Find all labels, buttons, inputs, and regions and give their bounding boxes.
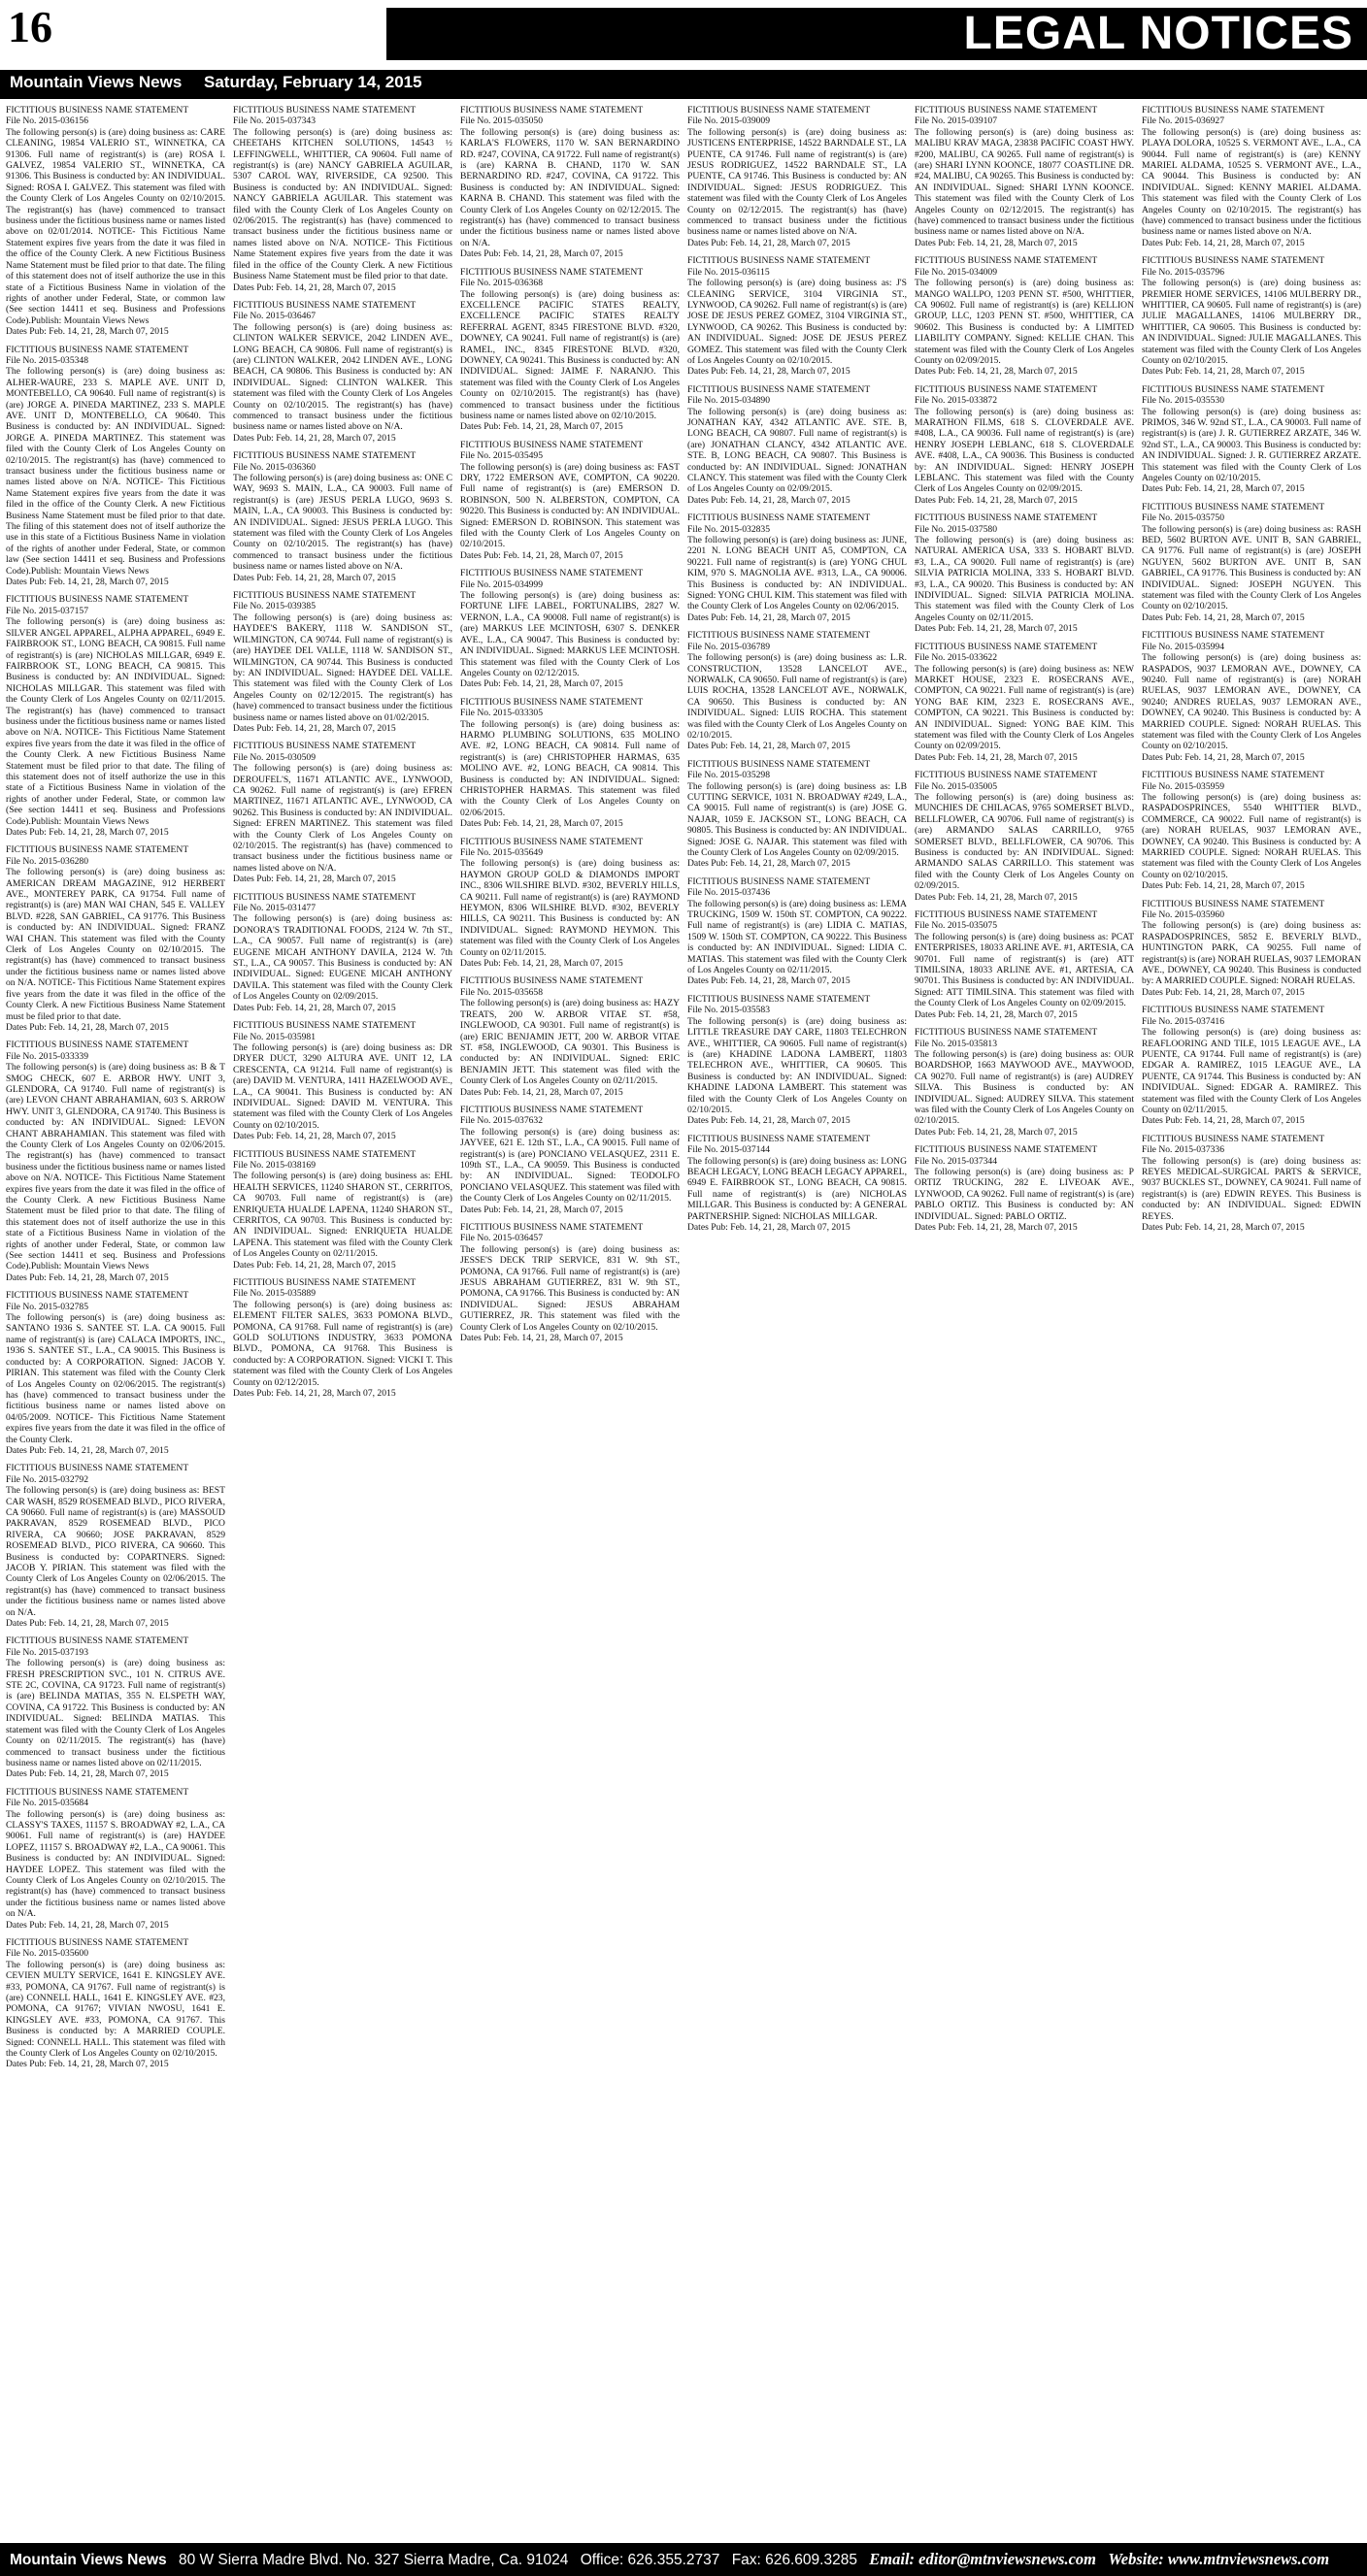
notice-body: The following person(s) is (are) doing business as: OUR BOARDSHOP, 1663 MAYWOOD AVE., MAYWOOD, CA 90270. Full name of registrant(s) is (are) AUDREY SILVA. This Business is conducted by: AN INDIVIDUAL. Signed: AUDREY SILVA. This statement was filed with the County Clerk of Los Angeles County on 02/10/2015. xyxy=(915,1048,1134,1127)
notice-file-number: File No. 2015-033339 xyxy=(6,1050,89,1062)
legal-notice xyxy=(1142,255,1361,377)
notice-heading: FICTITIOUS BUSINESS NAME STATEMENT xyxy=(1142,770,1325,781)
legal-notice xyxy=(687,630,907,751)
legal-notice xyxy=(915,642,1134,763)
legal-notice xyxy=(6,345,225,588)
notice-publish-dates: Dates Pub: Feb. 14, 21, 28, March 07, 2015 xyxy=(915,1126,1078,1138)
notice-publish-dates: Dates Pub: Feb. 14, 21, 28, March 07, 2015 xyxy=(460,678,623,690)
notice-publish-dates: Dates Pub: Feb. 14, 21, 28, March 07, 2015 xyxy=(233,874,396,885)
legal-notice xyxy=(915,255,1134,377)
legal-notice xyxy=(233,590,452,734)
notice-publish-dates: Dates Pub: Feb. 14, 21, 28, March 07, 2015 xyxy=(1142,237,1305,248)
notice-publish-dates: Dates Pub: Feb. 14, 21, 28, March 07, 2015 xyxy=(687,1222,850,1233)
notice-publish-dates: Dates Pub: Feb. 14, 21, 28, March 07, 2015 xyxy=(1142,1115,1305,1127)
notice-heading: FICTITIOUS BUSINESS NAME STATEMENT xyxy=(233,1148,417,1160)
legal-notice xyxy=(6,1787,225,1931)
legal-notice xyxy=(687,876,907,987)
notice-publish-dates: Dates Pub: Feb. 14, 21, 28, March 07, 2015 xyxy=(915,623,1078,635)
notice-file-number: File No. 2015-034009 xyxy=(915,266,998,278)
notice-file-number: File No. 2015-039107 xyxy=(915,116,998,127)
notice-file-number: File No. 2015-035960 xyxy=(1142,909,1225,921)
notice-publish-dates: Dates Pub: Feb. 14, 21, 28, March 07, 2015 xyxy=(460,1333,623,1344)
notice-publish-dates: Dates Pub: Feb. 14, 21, 28, March 07, 2015 xyxy=(687,366,850,378)
legal-notice xyxy=(233,105,452,293)
legal-notice xyxy=(1142,630,1361,763)
legal-notice xyxy=(687,384,907,506)
notice-body: The following person(s) is (are) doing business as: JESSE'S DECK TRIP SERVICE, 831 W. 9th ST., POMONA, CA 91766. Full name of registrant(s) is (are) JESUS ABRAHAM GUTIERREZ, 831 W. 9th ST., POMONA, CA 91766. This Business is conducted by: AN INDIVIDUAL. Signed: JESUS ABRAHAM GUTIERREZ, JR. This statement was filed with the County Clerk of Los Angeles County on 02/10/2015. xyxy=(460,1243,680,1333)
legal-notice xyxy=(687,759,907,870)
notice-body: The following person(s) is (are) doing business as: ALHER-WAURE, 233 S. MAPLE AVE. UNIT D, MONTEBELLO, CA 90640. Full name of registrant(s) is (are) JORGE A. PINEDA MARTINEZ, 233 S. MAPLE AVE. UNIT D, MONTEBELLO, CA 90640. This Business is conducted by: AN INDIVIDUAL. Signed: JORGE A. PINEDA MARTINEZ. This statement was filed with the County Clerk of Los Angeles County on 02/10/2015. The registrant(s) has (have) commenced to transact business under the fictitious business name or names listed above on N/A. NOTICE- This Fictitious Name Statement expires five years from the date it was filed in the office of the County Clerk. A new Fictitious Business Name Statement must be filed prior to that date. The filing of this statement does not of itself authorize the use in this state of a Fictitious Business Name in violation of the rights of another under Federal, State, or common law (See section 14411 et seq. Business and Professions Code).Publish: Mountain Views News xyxy=(6,366,225,577)
legal-notice xyxy=(6,1040,225,1283)
notice-column-4 xyxy=(687,105,907,2537)
notice-columns xyxy=(6,105,1361,2537)
notice-publish-dates: Dates Pub: Feb. 14, 21, 28, March 07, 2015 xyxy=(687,741,850,752)
notice-file-number: File No. 2015-037416 xyxy=(1142,1015,1225,1027)
notice-file-number: File No. 2015-035796 xyxy=(1142,266,1225,278)
legal-notice xyxy=(460,697,680,830)
notice-file-number: File No. 2015-036156 xyxy=(6,116,89,127)
notice-file-number: File No. 2015-033872 xyxy=(915,395,998,407)
notice-heading: FICTITIOUS BUSINESS NAME STATEMENT xyxy=(460,1104,644,1115)
legal-notice xyxy=(460,1222,680,1343)
notice-body: The following person(s) is (are) doing business as: JONATHAN KAY, 4342 ATLANTIC AVE. STE. B, LONG BEACH, CA 90807. Full name of registrant(s) is (are) JONATHAN CLANCY, 4342 ATLANTIC AVE. STE. B, LONG BEACH, CA 90807. This Business is conducted by: AN INDIVIDUAL. Signed: JONATHAN CLANCY. This statement was filed with the County Clerk of Los Angeles County on 02/09/2015. xyxy=(687,406,907,495)
notice-file-number: File No. 2015-035658 xyxy=(460,986,544,998)
notice-column-5 xyxy=(915,105,1134,2537)
notice-file-number: File No. 2015-036927 xyxy=(1142,116,1225,127)
notice-file-number: File No. 2015-031477 xyxy=(233,903,317,914)
legal-notice xyxy=(460,1105,680,1215)
notice-publish-dates: Dates Pub: Feb. 14, 21, 28, March 07, 2015 xyxy=(6,326,169,338)
notice-body: The following person(s) is (are) doing business as: DR DRYER DUCT, 3290 ALTURA AVE. UNIT 12, LA CRESCENTA, CA 91214. Full name of registrant(s) is (are) DAVID M. VENTURA, 1411 HAZELWOOD AVE., L.A., CA 90041. This Business is conducted by: AN INDIVIDUAL. Signed: DAVID M. VENTURA. This statement was filed with the County Clerk of Los Angeles County on 02/10/2015. xyxy=(233,1041,452,1131)
notice-body: The following person(s) is (are) doing business as: FAST DRY, 1722 EMERSON AVE, COMPTON, CA 90220. Full name of registrant(s) is (are) EMERSON D. ROBINSON, 500 N. ALBERSTON, COMPTON, CA 90220. This Business is conducted by: AN INDIVIDUAL. Signed: EMERSON D. ROBINSON. This statement was filed with the County Clerk of Los Angeles County on 02/10/2015. xyxy=(460,461,680,550)
legal-notice xyxy=(460,440,680,561)
notice-heading: FICTITIOUS BUSINESS NAME STATEMENT xyxy=(915,105,1098,116)
notice-body: The following person(s) is (are) doing business as: MARATHON FILMS, 618 S. CLOVERDALE AVE. #408, L.A., CA 90036. Full name of registrant(s) is (are) HENRY JOSEPH LEBLANC, 618 S. CLOVERDALE AVE. #408, L.A., CA 90036. This Business is conducted by: AN INDIVIDUAL. Signed: HENRY JOSEPH LEBLANC. This statement was filed with the County Clerk of Los Angeles County on 02/09/2015. xyxy=(915,406,1134,495)
notice-file-number: File No. 2015-035813 xyxy=(915,1038,998,1049)
notice-publish-dates: Dates Pub: Feb. 14, 21, 28, March 07, 2015 xyxy=(460,549,623,561)
notice-body: The following person(s) is (are) doing business as: PCAT ENTERPRISES, 18033 ARLINE AVE. #1, ARTESIA, CA 90701. Full name of registrant(s) is (are) ATT TIMILSINA, 18033 ARLINE AVE. #1, ARTESIA, CA 90701. This Business is conducted by: AN INDIVIDUAL. Signed: ATT TIMILSINA. This statement was filed with the County Clerk of Los Angeles County on 02/09/2015. xyxy=(915,931,1134,1009)
notice-publish-dates: Dates Pub: Feb. 14, 21, 28, March 07, 2015 xyxy=(687,611,850,623)
legal-notice xyxy=(233,1277,452,1399)
notice-body: The following person(s) is (are) doing business as: CEVIEN MULTY SERVICE, 1641 E. KINGSLEY AVE. #33, POMONA, CA 91767. Full name of registrant(s) is (are) CONNELL HALL, 1641 E. KINGSLEY AVE. #23, POMONA, CA 91767; VIVIAN NWOSU, 1641 E. KINGSLEY AVE. #33, POMONA, CA 91767. This Business is conducted by: A MARRIED COUPLE. Signed: CONNELL HALL. This statement was filed with the County Clerk of Los Angeles County on 02/10/2015. xyxy=(6,1959,225,2060)
section-title: LEGAL NOTICES xyxy=(963,8,1353,59)
notice-publish-dates: Dates Pub: Feb. 14, 21, 28, March 07, 2015 xyxy=(1142,611,1305,623)
notice-publish-dates: Dates Pub: Feb. 14, 21, 28, March 07, 2015 xyxy=(6,827,169,838)
legal-notice xyxy=(915,512,1134,634)
notice-publish-dates: Dates Pub: Feb. 14, 21, 28, March 07, 2015 xyxy=(915,751,1078,763)
notice-body: The following person(s) is (are) doing business as: SILVER ANGEL APPAREL, ALPHA APPAREL, 6949 E. FAIRBROOK ST., LONG BEACH, CA 90815. Full name of registrant(s) is (are) NICHOLAS MILLGAR, 6949 E. FAIRBROOK ST., LONG BEACH, CA 90815. This Business is conducted by: AN INDIVIDUAL. Signed: NICHOLAS MILLGAR. This statement was filed with the County Clerk of Los Angeles County on 02/11/2015. The registrant(s) has (have) commenced to transact business under the fictitious business name or names listed above on N/A. NOTICE- This Fictitious Name Statement expires five years from the date it was filed in the office of the County Clerk. A new Fictitious Business Name Statement must be filed prior to that date. The filing of this statement does not of itself authorize the use in this state of a Fictitious Business Name in violation of the rights of another under Federal, State, or common law (See section 14411 et seq. Business and Professions Code).Publish: Mountain Views News xyxy=(6,616,225,827)
notice-publish-dates: Dates Pub: Feb. 14, 21, 28, March 07, 2015 xyxy=(6,1444,169,1456)
notice-body: The following person(s) is (are) doing business as: JUNE, 2201 N. LONG BEACH UNIT A5, COMPTON, CA 90221. Full name of registrant(s) is (are) YONG CHUL KIM, 970 S. MAGNOLIA AVE. #313, L.A., CA 90006. This Business is conducted by: AN INDIVIDUAL. Signed: YONG CHUL KIM. This statement was filed with the County Clerk of Los Angeles County on 02/06/2015. xyxy=(687,535,907,612)
notice-heading: FICTITIOUS BUSINESS NAME STATEMENT xyxy=(460,696,644,708)
notice-file-number: File No. 2015-033305 xyxy=(460,708,544,719)
notice-heading: FICTITIOUS BUSINESS NAME STATEMENT xyxy=(6,1290,189,1302)
notice-file-number: File No. 2015-035649 xyxy=(460,847,544,858)
notice-column-6 xyxy=(1142,105,1361,2537)
notice-file-number: File No. 2015-035005 xyxy=(915,780,998,792)
issue-date: Saturday, February 14, 2015 xyxy=(204,73,422,91)
notice-publish-dates: Dates Pub: Feb. 14, 21, 28, March 07, 2015 xyxy=(1142,366,1305,378)
notice-heading: FICTITIOUS BUSINESS NAME STATEMENT xyxy=(6,344,189,355)
notice-file-number: File No. 2015-037157 xyxy=(6,605,89,616)
notice-publish-dates: Dates Pub: Feb. 14, 21, 28, March 07, 2015 xyxy=(915,494,1078,506)
notice-column-1 xyxy=(6,105,225,2537)
notice-publish-dates: Dates Pub: Feb. 14, 21, 28, March 07, 2015 xyxy=(460,421,623,433)
notice-heading: FICTITIOUS BUSINESS NAME STATEMENT xyxy=(6,1937,189,1948)
notice-publish-dates: Dates Pub: Feb. 14, 21, 28, March 07, 2015 xyxy=(1142,986,1305,998)
notice-body: The following person(s) is (are) doing business as: PREMIER HOME SERVICES, 14106 MULBERRY DR., WHITTIER, CA 90605. Full name of registrant(s) is (are) JULIE MAGALLANES, 14106 MULBERRY DR., WHITTIER, CA 90605. This Business is conducted by: AN INDIVIDUAL. Signed: JULIE MAGALLANES. This statement was filed with the County Clerk of Los Angeles County on 02/10/2015. xyxy=(1142,278,1361,366)
legal-notice xyxy=(915,1027,1134,1138)
notice-file-number: File No. 2015-039385 xyxy=(233,601,317,612)
legal-notice xyxy=(233,300,452,444)
notice-publish-dates: Dates Pub: Feb. 14, 21, 28, March 07, 2015 xyxy=(6,1271,169,1283)
notice-body: The following person(s) is (are) doing business as: HAZY TREATS, 200 W. ARBOR VITAE ST. #58, INGLEWOOD, CA 90301. Full name of registrant(s) is (are) ERIC BENJAMIN JETT, 200 W. ARBOR VITAE ST. #58, INGLEWOOD, CA 90301. This Business is conducted by: AN INDIVIDUAL. Signed: ERIC BENJAMIN JETT. This statement was filed with the County Clerk of Los Angeles County on 02/11/2015. xyxy=(460,998,680,1087)
notice-body: The following person(s) is (are) doing business as: KARLA'S FLOWERS, 1170 W. SAN BERNARDINO RD. #247, COVINA, CA 91722. Full name of registrant(s) is (are) KARNA B. CHAND, 1170 W. SAN BERNARDINO RD. #247, COVINA, CA 91722. This Business is conducted by: AN INDIVIDUAL. Signed: KARNA B. CHAND. This statement was filed with the County Clerk of Los Angeles County on 02/12/2015. The registrant(s) has (have) commenced to transact business under the fictitious business name or names listed above on N/A. xyxy=(460,126,680,248)
legal-notice xyxy=(6,105,225,338)
notice-file-number: File No. 2015-035959 xyxy=(1142,780,1225,792)
legal-notice xyxy=(1142,502,1361,623)
legal-notice xyxy=(233,892,452,1013)
notice-heading: FICTITIOUS BUSINESS NAME STATEMENT xyxy=(915,255,1098,267)
notice-publish-dates: Dates Pub: Feb. 14, 21, 28, March 07, 2015 xyxy=(687,858,850,870)
notice-heading: FICTITIOUS BUSINESS NAME STATEMENT xyxy=(1142,255,1325,267)
notice-file-number: File No. 2015-035495 xyxy=(460,450,544,462)
notice-file-number: File No. 2015-036115 xyxy=(687,266,770,278)
notice-file-number: File No. 2015-037580 xyxy=(915,523,998,535)
notice-heading: FICTITIOUS BUSINESS NAME STATEMENT xyxy=(915,770,1098,781)
notice-file-number: File No. 2015-032785 xyxy=(6,1301,89,1312)
notice-heading: FICTITIOUS BUSINESS NAME STATEMENT xyxy=(460,439,644,450)
notice-heading: FICTITIOUS BUSINESS NAME STATEMENT xyxy=(687,630,871,642)
legal-notice xyxy=(1142,770,1361,891)
notice-body: The following person(s) is (are) doing business as: FRESH PRESCRIPTION SVC., 101 N. CITRUS AVE. STE 2C, COVINA, CA 91723. Full name of registrant(s) is (are) BELINDA MATIAS, 355 N. ELSPETH WAY, COVINA, CA 91722. This Business is conducted by: AN INDIVIDUAL. Signed: BELINDA MATIAS. This statement was filed with the County Clerk of Los Angeles County on 02/11/2015. The registrant(s) has (have) commenced to transact business under the fictitious business name or names listed above on 02/11/2015. xyxy=(6,1658,225,1768)
notice-publish-dates: Dates Pub: Feb. 14, 21, 28, March 07, 2015 xyxy=(1142,880,1305,892)
notice-body: The following person(s) is (are) doing business as: LB CUTTING SERVICE, 1031 N. BROADWAY #249, L.A., CA 90015. Full name of registrant(s) is (are) JOSE G. NAJAR, 1059 E. JACKSON ST., LONG BEACH, CA 90805. This Business is conducted by: AN INDIVIDUAL. Signed: JOSE G. NAJAR. This statement was filed with the County Clerk of Los Angeles County on 02/09/2015. xyxy=(687,780,907,858)
notice-heading: FICTITIOUS BUSINESS NAME STATEMENT xyxy=(687,105,871,116)
legal-notice xyxy=(915,909,1134,1020)
notice-publish-dates: Dates Pub: Feb. 14, 21, 28, March 07, 2015 xyxy=(915,237,1078,248)
notice-body: The following person(s) is (are) doing business as: LEMA TRUCKING, 1509 W. 150th ST. COMPTON, CA 90222. Full name of registrant(s) is (are) LIDIA C. MATIAS, 1509 W. 150th ST. COMPTON, CA 90222. This Business is conducted by: AN INDIVIDUAL. Signed: LIDIA C. MATIAS. This statement was filed with the County Clerk of Los Angeles County on 02/11/2015. xyxy=(687,898,907,976)
notice-publish-dates: Dates Pub: Feb. 14, 21, 28, March 07, 2015 xyxy=(460,958,623,970)
notice-file-number: File No. 2015-039009 xyxy=(687,116,771,127)
notice-file-number: File No. 2015-036467 xyxy=(233,311,317,322)
section-title-band xyxy=(386,8,1367,60)
notice-file-number: File No. 2015-036789 xyxy=(687,641,771,652)
footer-address: 80 W Sierra Madre Blvd. No. 327 Sierra Madre, Ca. 91024 xyxy=(178,2552,569,2568)
notice-file-number: File No. 2015-035600 xyxy=(6,1948,89,1960)
notice-body: The following person(s) is (are) doing business as: SANTANO 1936 S. SANTEE ST. L.A. CA 90015. Full name of registrant(s) is (are) CALACA IMPORTS, INC., 1936 S. SANTEE ST., L.A., CA 90015. This Business is conducted by: A CORPORATION. Signed: JACOB Y. PIRIAN. This statement was filed with the County Clerk of Los Angeles County on 02/06/2015. The registrant(s) has (have) commenced to transact business under the fictitious business name or names listed above on 04/05/2009. NOTICE- This Fictitious Name Statement expires five years from the date it was filed in the office of the County Clerk. xyxy=(6,1312,225,1445)
notice-file-number: File No. 2015-035750 xyxy=(1142,512,1225,524)
notice-body: The following person(s) is (are) doing business as: NATURAL AMERICA USA, 333 S. HOBART BLVD. #3, L.A., CA 90020. Full name of registrant(s) is (are) SILVIA PATRICIA MOLINA, 333 S. HOBART BLVD. #3, L.A., CA 90020. This Business is conducted by: AN INDIVIDUAL. Signed: SILVIA PATRICIA MOLINA. This statement was filed with the County Clerk of Los Angeles County on 02/11/2015. xyxy=(915,535,1134,623)
notice-heading: FICTITIOUS BUSINESS NAME STATEMENT xyxy=(6,1040,189,1051)
notice-body: The following person(s) is (are) doing business as: RASPADOSPRINCES, 5540 WHITTIER BLVD., COMMERCE, CA 90022. Full name of registrant(s) is (are) NORAH RUELAS, 9037 LEMORAN AVE., DOWNEY, CA 90240. This Business is conducted by: A MARRIED COUPLE. Signed: NORAH RUELAS. This statement was filed with the County Clerk of Los Angeles County on 02/10/2015. xyxy=(1142,791,1361,880)
notice-body: The following person(s) is (are) doing business as: FORTUNE LIFE LABEL, FORTUNALIBS, 2827 W. VERNON, L.A., CA 90008. Full name of registrant(s) is (are) MARKUS LEE MCINTOSH, 6307 S. DENKER AVE., L.A., CA 90047. This Business is conducted by: AN INDIVIDUAL. Signed: MARKUS LEE MCINTOSH. This statement was filed with the County Clerk of Los Angeles County on 02/12/2015. xyxy=(460,590,680,678)
issue-bar xyxy=(0,70,1367,99)
notice-body: The following person(s) is (are) doing business as: LITTLE TREASURE DAY CARE, 11803 TELECHRON AVE., WHITTIER, CA 90605. Full name of registrant(s) is (are) KHADINE LADONA LAMBERT, 11803 TELECHRON AVE., WHITTIER, CA 90605. This Business is conducted by: AN INDIVIDUAL. Signed: KHADINE LADONA LAMBERT. This statement was filed with the County Clerk of Los Angeles County on 02/10/2015. xyxy=(687,1015,907,1115)
notice-heading: FICTITIOUS BUSINESS NAME STATEMENT xyxy=(6,844,189,856)
notice-heading: FICTITIOUS BUSINESS NAME STATEMENT xyxy=(1142,105,1325,116)
notice-heading: FICTITIOUS BUSINESS NAME STATEMENT xyxy=(687,383,871,395)
notice-heading: FICTITIOUS BUSINESS NAME STATEMENT xyxy=(915,909,1098,921)
notice-body: The following person(s) is (are) doing business as: HAYDEE'S BAKERY, 1118 W. SANDISON ST., WILMINGTON, CA 90744. Full name of registrant(s) is (are) HAYDEE DEL VALLE, 1118 W. SANDISON ST., WILMINGTON, CA 90744. This Business is conducted by: AN INDIVIDUAL. Signed: HAYDEE DEL VALLE. This statement was filed with the County Clerk of Los Angeles County on 02/12/2015. The registrant(s) has (have) commenced to transact business under the fictitious business name or names listed above on 01/02/2015. xyxy=(233,611,452,723)
legal-notice xyxy=(687,512,907,623)
legal-notice xyxy=(1142,105,1361,248)
notice-column-2 xyxy=(233,105,452,2537)
notice-body: The following person(s) is (are) doing business as: EXCELLENCE PACIFIC STATES REALTY, EXCELLENCE PACIFIC STATES REALTY REFERRAL AGENT, 8345 FIRESTONE BLVD. #320, DOWNEY, CA 90241. Full name of registrant(s) is (are) RAMEL, INC., 8345 FIRESTONE BLVD. #320, DOWNEY, CA 90241. This Business is conducted by: AN INDIVIDUAL. Signed: JAIME F. NARANJO. This statement was filed with the County Clerk of Los Angeles County on 02/10/2015. The registrant(s) has (have) commenced to transact business under the fictitious business name or names listed above on 02/10/2015. xyxy=(460,288,680,421)
notice-file-number: File No. 2015-037336 xyxy=(1142,1144,1225,1156)
notice-body: The following person(s) is (are) doing business as: CHEETAHS KITCHEN SOLUTIONS, 14543 ½ LEFFINGWELL, WHITTIER, CA 90604. Full name of registrant(s) is (are) NANCY GABRIELA AGUILAR, 5307 CAROL WAY, RIVERSIDE, CA 92500. This Business is conducted by: AN INDIVIDUAL. Signed: NANCY GABRIELA AGUILAR. This statement was filed with the County Clerk of Los Angeles County on 02/06/2015. The registrant(s) has (have) commenced to transact business under the fictitious business name or names listed above on N/A. NOTICE- This Fictitious Name Statement expires five years from the date it was filed in the office of the County Clerk. A new Fictitious Business Name Statement must be filed prior to that date. xyxy=(233,126,452,282)
notice-body: The following person(s) is (are) doing business as: EHL HEALTH SERVICES, 11240 SHARON ST., CERRITOS, CA 90703. Full name of registrant(s) is (are) ENRIQUETA HUALDE LAPENA, 11240 SHARON ST., CERRITOS, CA 90703. This Business is conducted by: AN INDIVIDUAL. Signed: ENRIQUETA HUALDE LAPENA. This statement was filed with the County Clerk of Los Angeles County on 02/11/2015. xyxy=(233,1171,452,1260)
notice-heading: FICTITIOUS BUSINESS NAME STATEMENT xyxy=(460,266,644,278)
notice-body: The following person(s) is (are) doing business as: P ORTIZ TRUCKING, 282 E. LIVEOAK AVE., LYNWOOD, CA 90262. Full name of registrant(s) is (are) PABLO ORTIZ. This Business is conducted by: AN INDIVIDUAL. Signed: PABLO ORTIZ. xyxy=(915,1166,1134,1222)
notice-body: The following person(s) is (are) doing business as: BEST CAR WASH, 8529 ROSEMEAD BLVD., PICO RIVERA, CA 90660. Full name of registrant(s) is (are) MASSOUD PAKRAVAN, 8529 ROSEMEAD BLVD., PICO RIVERA, CA 90660; JOSE PAKRAVAN, 8529 ROSEMEAD BLVD., PICO RIVERA, CA 90660. This Business is conducted by: COPARTNERS. Signed: JACOB Y. PIRIAN. This statement was filed with the County Clerk of Los Angeles County on 02/06/2015. The registrant(s) has (have) commenced to transact business under the fictitious business name or names listed above on N/A. xyxy=(6,1485,225,1618)
notice-heading: FICTITIOUS BUSINESS NAME STATEMENT xyxy=(460,836,644,847)
notice-heading: FICTITIOUS BUSINESS NAME STATEMENT xyxy=(687,758,871,770)
notice-file-number: File No. 2015-033622 xyxy=(915,652,998,664)
notice-publish-dates: Dates Pub: Feb. 14, 21, 28, March 07, 2015 xyxy=(233,1388,396,1400)
notice-column-3 xyxy=(460,105,680,2537)
notice-file-number: File No. 2015-034999 xyxy=(460,578,544,590)
notice-heading: FICTITIOUS BUSINESS NAME STATEMENT xyxy=(233,299,417,311)
notice-file-number: File No. 2015-036280 xyxy=(6,855,89,867)
notice-heading: FICTITIOUS BUSINESS NAME STATEMENT xyxy=(687,255,871,267)
legal-notice xyxy=(233,1149,452,1271)
legal-notice xyxy=(915,105,1134,248)
notice-body: The following person(s) is (are) doing business as: REYES MEDICAL-SURGICAL PARTS & SERVICE, 9037 BUCKLES ST., DOWNEY, CA 90241. Full name of registrant(s) is (are) EDWIN REYES. This Business is conducted by: AN INDIVIDUAL. Signed: EDWIN REYES. xyxy=(1142,1155,1361,1222)
notice-heading: FICTITIOUS BUSINESS NAME STATEMENT xyxy=(915,512,1098,524)
notice-heading: FICTITIOUS BUSINESS NAME STATEMENT xyxy=(460,1222,644,1233)
footer-fax: Fax: 626.609.3285 xyxy=(731,2552,857,2568)
notice-publish-dates: Dates Pub: Feb. 14, 21, 28, March 07, 2015 xyxy=(233,572,396,583)
notice-publish-dates: Dates Pub: Feb. 14, 21, 28, March 07, 2015 xyxy=(6,1919,169,1931)
legal-notice xyxy=(915,384,1134,506)
legal-notice xyxy=(460,837,680,970)
legal-notice xyxy=(1142,1134,1361,1234)
notice-body: The following person(s) is (are) doing business as: MALIBU KRAV MAGA, 23838 PACIFIC COAST HWY. #200, MALIBU, CA 90265. Full name of registrant(s) is (are) SHARI LYNN KOONCE, 18077 COASTLINE DR. #24, MALIBU, CA 90265. This Business is conducted by: AN INDIVIDUAL. Signed: SHARI LYNN KOONCE. This statement was filed with the County Clerk of Los Angeles County on 02/12/2015. The registrant(s) has (have) commenced to transact business under the fictitious business name or names listed above on N/A. xyxy=(915,126,1134,238)
notice-publish-dates: Dates Pub: Feb. 14, 21, 28, March 07, 2015 xyxy=(915,1008,1078,1020)
legal-notice xyxy=(687,994,907,1127)
legal-notice xyxy=(687,1134,907,1234)
notice-publish-dates: Dates Pub: Feb. 14, 21, 28, March 07, 2015 xyxy=(6,2059,169,2070)
notice-body: The following person(s) is (are) doing business as: ELEMENT FILTER SALES, 3633 POMONA BLVD., POMONA, CA 91768. Full name of registrant(s) is (are) GOLD SOLUTIONS INDUSTRY, 3633 POMONA BLVD., POMONA, CA 91768. This Business is conducted by: A CORPORATION. Signed: VICKI T. This statement was filed with the County Clerk of Los Angeles County on 02/12/2015. xyxy=(233,1299,452,1388)
notice-body: The following person(s) is (are) doing business as: NEW MARKET HOUSE, 2323 E. ROSECRANS AVE., COMPTON, CA 90221. Full name of registrant(s) is (are) YONG BAE KIM, 2323 E. ROSECRANS AVE., COMPTON, CA 90221. This Business is conducted by: AN INDIVIDUAL. Signed: YONG BAE KIM. This statement was filed with the County Clerk of Los Angeles County on 02/09/2015. xyxy=(915,663,1134,752)
notice-heading: FICTITIOUS BUSINESS NAME STATEMENT xyxy=(233,590,417,602)
notice-body: The following person(s) is (are) doing business as: LONG BEACH LEGACY, LONG BEACH LEGACY APPAREL, 6949 E. FAIRBROOK ST., LONG BEACH, CA 90815. Full name of registrant(s) is (are) NICHOLAS MILLGAR. This Business is conducted by: A GENERAL PARTNERSHIP. Signed: NICHOLAS MILLGAR. xyxy=(687,1155,907,1222)
notice-file-number: File No. 2015-035994 xyxy=(1142,641,1225,652)
notice-heading: FICTITIOUS BUSINESS NAME STATEMENT xyxy=(915,383,1098,395)
notice-body: The following person(s) is (are) doing business as: CLINTON WALKER SERVICE, 2042 LINDEN AVE., LONG BEACH, CA 90806. Full name of registrant(s) is (are) CLINTON WALKER, 2042 LINDEN AVE., LONG BEACH, CA 90806. This Business is conducted by: AN INDIVIDUAL. Signed: CLINTON WALKER. This statement was filed with the County Clerk of Los Angeles County on 02/10/2015. The registrant(s) has (have) commenced to transact business under the fictitious business name or names listed above on N/A. xyxy=(233,321,452,433)
notice-file-number: File No. 2015-035981 xyxy=(233,1031,317,1042)
notice-publish-dates: Dates Pub: Feb. 14, 21, 28, March 07, 2015 xyxy=(687,494,850,506)
notice-publish-dates: Dates Pub: Feb. 14, 21, 28, March 07, 2015 xyxy=(233,722,396,734)
notice-file-number: File No. 2015-037343 xyxy=(233,116,317,127)
notice-file-number: File No. 2015-035583 xyxy=(687,1005,771,1016)
notice-body: The following person(s) is (are) doing business as: MUNCHIES DE CHILACAS, 9765 SOMERSET BLVD., BELLFLOWER, CA 90706. Full name of registrant(s) is (are) ARMANDO SALAS CARRILLO, 9765 SOMERSET BLVD., BELLFLOWER, CA 90706. This Business is conducted by: AN INDIVIDUAL. Signed: ARMANDO SALAS CARRILLO. This statement was filed with the County Clerk of Los Angeles County on 02/09/2015. xyxy=(915,791,1134,892)
notice-heading: FICTITIOUS BUSINESS NAME STATEMENT xyxy=(6,105,189,116)
notice-file-number: File No. 2015-035348 xyxy=(6,354,89,366)
notice-heading: FICTITIOUS BUSINESS NAME STATEMENT xyxy=(1142,1133,1325,1144)
legal-notice xyxy=(233,450,452,583)
notice-file-number: File No. 2015-032792 xyxy=(6,1473,89,1485)
legal-notice xyxy=(687,255,907,377)
notice-heading: FICTITIOUS BUSINESS NAME STATEMENT xyxy=(233,1020,417,1032)
notice-publish-dates: Dates Pub: Feb. 14, 21, 28, March 07, 2015 xyxy=(915,1222,1078,1233)
notice-body: The following person(s) is (are) doing business as: AMERICAN DREAM MAGAZINE, 912 HERBERT AVE., MONTEREY PARK, CA 91754. Full name of registrant(s) is (are) MAN WAI CHAN, 545 E. VALLEY BLVD. #228, SAN GABRIEL, CA 91776. This Business is conducted by: AN INDIVIDUAL. Signed: FRANZ WAI CHAN. This statement was filed with the County Clerk of Los Angeles County on 02/10/2015. The registrant(s) has (have) commenced to transact business under the fictitious business name or names listed above on N/A. NOTICE- This Fictitious Name Statement expires five years from the date it was filed in the office of the County Clerk. A new Fictitious Business Name Statement must be filed prior to that date. xyxy=(6,867,225,1022)
notice-heading: FICTITIOUS BUSINESS NAME STATEMENT xyxy=(687,875,871,887)
notice-heading: FICTITIOUS BUSINESS NAME STATEMENT xyxy=(1142,898,1325,909)
notice-body: The following person(s) is (are) doing business as: B & T SMOG CHECK, 607 E. ARBOR HWY. UNIT 3, GLENDORA, CA 91740. Full name of registrant(s) is (are) LEVON CHANT ABRAHAMIAN, 603 S. ARROW HWY. UNIT 3, GLENDORA, CA 91740. This Business is conducted by: AN INDIVIDUAL. Signed: LEVON CHANT ABRAHAMIAN. This statement was filed with the County Clerk of Los Angeles County on 02/06/2015. The registrant(s) has (have) commenced to transact business under the fictitious business name or names listed above on N/A. NOTICE- This Fictitious Name Statement expires five years from the date it was filed in the office of the County Clerk. A new Fictitious Business Name Statement must be filed prior to that date. The filing of this statement does not of itself authorize the use in this state of a Fictitious Business Name in violation of the rights of another under Federal, State, or common law (See section 14411 et seq. Business and Professions Code).Publish: Mountain Views News xyxy=(6,1062,225,1272)
notice-file-number: File No. 2015-035050 xyxy=(460,116,544,127)
page-number: 16 xyxy=(8,2,52,51)
notice-body: The following person(s) is (are) doing business as: HAYMON GROUP GOLD & DIAMONDS IMPORT INC., 8306 WILSHIRE BLVD. #302, BEVERLY HILLS, CA 90211. Full name of registrant(s) is (are) RAYMOND HEYMON, 8306 WILSHIRE BLVD. #302, BEVERLY HILLS, CA 90211. This Business is conducted by: AN INDIVIDUAL. Signed: RAYMOND HEYMON. This statement was filed with the County Clerk of Los Angeles County on 02/11/2015. xyxy=(460,858,680,958)
notice-file-number: File No. 2015-034890 xyxy=(687,395,771,407)
notice-publish-dates: Dates Pub: Feb. 14, 21, 28, March 07, 2015 xyxy=(1142,1222,1305,1233)
notice-body: The following person(s) is (are) doing business as: CLASSY'S TAXES, 11157 S. BROADWAY #2, L.A., CA 90061. Full name of registrant(s) is (are) HAYDEE LOPEZ, 11157 S. BROADWAY #2, L.A., CA 90061. This Business is conducted by: AN INDIVIDUAL. Signed: HAYDEE LOPEZ. This statement was filed with the County Clerk of Los Angeles County on 02/10/2015. The registrant(s) has (have) commenced to transact business under the fictitious business name or names listed above on N/A. xyxy=(6,1808,225,1920)
paper-name: Mountain Views News xyxy=(10,73,183,91)
notice-publish-dates: Dates Pub: Feb. 14, 21, 28, March 07, 2015 xyxy=(1142,483,1305,495)
notice-publish-dates: Dates Pub: Feb. 14, 21, 28, March 07, 2015 xyxy=(687,237,850,248)
notice-publish-dates: Dates Pub: Feb. 14, 21, 28, March 07, 2015 xyxy=(233,281,396,293)
notice-publish-dates: Dates Pub: Feb. 14, 21, 28, March 07, 2015 xyxy=(6,577,169,588)
notice-heading: FICTITIOUS BUSINESS NAME STATEMENT xyxy=(460,105,644,116)
notice-publish-dates: Dates Pub: Feb. 14, 21, 28, March 07, 2015 xyxy=(233,1131,396,1142)
notice-heading: FICTITIOUS BUSINESS NAME STATEMENT xyxy=(1142,501,1325,512)
notice-publish-dates: Dates Pub: Feb. 14, 21, 28, March 07, 2015 xyxy=(233,432,396,444)
notice-file-number: File No. 2015-036360 xyxy=(233,461,317,473)
notice-heading: FICTITIOUS BUSINESS NAME STATEMENT xyxy=(1142,630,1325,642)
notice-publish-dates: Dates Pub: Feb. 14, 21, 28, March 07, 2015 xyxy=(460,818,623,830)
notice-file-number: File No. 2015-035075 xyxy=(915,920,998,932)
notice-file-number: File No. 2015-030509 xyxy=(233,751,317,763)
legal-notice xyxy=(460,267,680,433)
footer-office: Office: 626.355.2737 xyxy=(580,2552,720,2568)
notice-publish-dates: Dates Pub: Feb. 14, 21, 28, March 07, 2015 xyxy=(6,1618,169,1630)
notice-publish-dates: Dates Pub: Feb. 14, 21, 28, March 07, 2015 xyxy=(915,366,1078,378)
notice-body: The following person(s) is (are) doing business as: JAYVEE, 621 E. 12th ST., L.A., CA 90015. Full name of registrant(s) is (are) PONCIANO VELASQUEZ, 2311 E. 109th ST., L.A., CA 90059. This Business is conducted by: AN INDIVIDUAL. Signed: TEODOLFO PONCIANO VELASQUEZ. This statement was filed with the County Clerk of Los Angeles County on 02/11/2015. xyxy=(460,1126,680,1205)
legal-notice xyxy=(233,1020,452,1141)
notice-body: The following person(s) is (are) doing business as: HARMO PLUMBING SOLUTIONS, 635 MOLINO AVE. #2, LONG BEACH, CA 90814. Full name of registrant(s) is (are) CHRISTOPHER HARMAS, 635 MOLINO AVE. #2, LONG BEACH, CA 90814. This Business is conducted by: AN INDIVIDUAL. Signed: CHRISTOPHER HARMAS. This statement was filed with the County Clerk of Los Angeles County on 02/06/2015. xyxy=(460,718,680,818)
notice-body: The following person(s) is (are) doing business as: L.R. CONSTRUCTION, 13528 LANCELOT AVE., NORWALK, CA 90650. Full name of registrant(s) is (are) LUIS ROCHA, 13528 LANCELOT AVE., NORWALK, CA 90650. This Business is conducted by: AN INDIVIDUAL. Signed: LUIS ROCHA. This statement was filed with the County Clerk of Los Angeles County on 02/10/2015. xyxy=(687,652,907,741)
notice-publish-dates: Dates Pub: Feb. 14, 21, 28, March 07, 2015 xyxy=(233,1002,396,1013)
notice-body: The following person(s) is (are) doing business as: PLAYA DOLORA, 10525 S. VERMONT AVE., L.A., CA 90044. Full name of registrant(s) is (are) KENNY MARIEL ALDAMA, 10525 S. VERMONT AVE., L.A., CA 90044. This Business is conducted by: AN INDIVIDUAL. Signed: KENNY MARIEL ALDAMA. This statement was filed with the County Clerk of Los Angeles County on 02/10/2015. The registrant(s) has (have) commenced to transact business under the fictitious business name or names listed above on N/A. xyxy=(1142,126,1361,238)
notice-heading: FICTITIOUS BUSINESS NAME STATEMENT xyxy=(6,1463,189,1474)
notice-heading: FICTITIOUS BUSINESS NAME STATEMENT xyxy=(687,512,871,524)
legal-notice xyxy=(6,1937,225,2070)
notice-publish-dates: Dates Pub: Feb. 14, 21, 28, March 07, 2015 xyxy=(460,1204,623,1215)
legal-notice xyxy=(915,770,1134,903)
notice-file-number: File No. 2015-038169 xyxy=(233,1159,317,1171)
notice-heading: FICTITIOUS BUSINESS NAME STATEMENT xyxy=(1142,1005,1325,1016)
notice-heading: FICTITIOUS BUSINESS NAME STATEMENT xyxy=(1142,383,1325,395)
notice-body: The following person(s) is (are) doing business as: ONE C WAY, 9693 S. MAIN, L.A., CA 90003. Full name of registrant(s) is (are) JESUS PERLA LUGO, 9693 S. MAIN, L.A., CA 90003. This Business is conducted by: AN INDIVIDUAL. Signed: JESUS PERLA LUGO. This statement was filed with the County Clerk of Los Angeles County on 02/10/2015. The registrant(s) has (have) commenced to transact business under the fictitious business name or names listed above on N/A. xyxy=(233,473,452,573)
notice-file-number: File No. 2015-035530 xyxy=(1142,395,1225,407)
notice-publish-dates: Dates Pub: Feb. 14, 21, 28, March 07, 2015 xyxy=(915,891,1078,903)
notice-publish-dates: Dates Pub: Feb. 14, 21, 28, March 07, 2015 xyxy=(460,248,623,260)
notice-publish-dates: Dates Pub: Feb. 14, 21, 28, March 07, 2015 xyxy=(6,1021,169,1033)
notice-heading: FICTITIOUS BUSINESS NAME STATEMENT xyxy=(6,1786,189,1798)
notice-body: The following person(s) is (are) doing business as: DONORA'S TRADITIONAL FOODS, 2124 W. 7th ST., L.A., CA 90057. Full name of registrant(s) is (are) EUGENE MICAH ANTHONY DAVILA, 2124 W. 7th ST., L.A., CA 90057. This Business is conducted by: AN INDIVIDUAL. Signed: EUGENE MICAH ANTHONY DAVILA. This statement was filed with the County Clerk of Los Angeles County on 02/09/2015. xyxy=(233,913,452,1003)
notice-heading: FICTITIOUS BUSINESS NAME STATEMENT xyxy=(915,1144,1098,1156)
notice-publish-dates: Dates Pub: Feb. 14, 21, 28, March 07, 2015 xyxy=(687,1115,850,1127)
notice-heading: FICTITIOUS BUSINESS NAME STATEMENT xyxy=(233,1277,417,1289)
notice-file-number: File No. 2015-032835 xyxy=(687,523,771,535)
masthead xyxy=(0,0,1367,68)
notice-heading: FICTITIOUS BUSINESS NAME STATEMENT xyxy=(915,1027,1098,1039)
legal-notice xyxy=(1142,899,1361,999)
legal-notice xyxy=(915,1144,1134,1233)
notice-body: The following person(s) is (are) doing business as: CARE CLEANING, 19854 VALERIO ST., WINNETKA, CA 91306. Full name of registrant(s) is (are) ROSA I. GALVEZ, 19854 VALERIO ST., WINNETKA, CA 91306. This Business is conducted by: AN INDIVIDUAL. Signed: ROSA I. GALVEZ. This statement was filed with the County Clerk of Los Angeles County on 02/10/2015. The registrant(s) has (have) commenced to transact business under the fictitious business name or names listed above on 02/01/2014. NOTICE- This Fictitious Name Statement expires five years from the date it was filed in the office of the County Clerk. A new Fictitious Business Name Statement must be filed prior to that date. The filing of this statement does not of itself authorize the use in this state of a Fictitious Business Name in violation of the rights of another under Federal, State, or common law (See section 14411 et seq. Business and Professions Code).Publish: Mountain Views News xyxy=(6,126,225,326)
notice-heading: FICTITIOUS BUSINESS NAME STATEMENT xyxy=(687,1133,871,1144)
notice-body: The following person(s) is (are) doing business as: RASPADOS, 9037 LEMORAN AVE., DOWNEY, CA 90240. Full name of registrant(s) is (are) NORAH RUELAS, 9037 LEMORAN AVE., DOWNEY, CA 90240; ANDRES RUELAS, 9037 LEMORAN AVE., DOWNEY, CA 90240. This Business is conducted by: A MARRIED COUPLE. Signed: NORAH RUELAS. This statement was filed with the County Clerk of Los Angeles County on 02/10/2015. xyxy=(1142,652,1361,752)
notice-heading: FICTITIOUS BUSINESS NAME STATEMENT xyxy=(6,1635,189,1647)
notice-body: The following person(s) is (are) doing business as: JUSTICENS ENTERPRISE, 14522 BARNDALE ST., LA PUENTE, CA 91746. Full name of registrant(s) is (are) JESUS RODRIGUEZ, 14522 BARNDALE ST., LA PUENTE, CA 91746. This Business is conducted by: AN INDIVIDUAL. Signed: JESUS RODRIGUEZ. This statement was filed with the County Clerk of Los Angeles County on 02/12/2015. The registrant(s) has (have) commenced to transact business under the fictitious business name or names listed above on N/A. xyxy=(687,126,907,238)
legal-notice xyxy=(233,741,452,884)
legal-notice xyxy=(1142,1005,1361,1126)
footer-email[interactable]: Email: editor@mtnviewsnews.com xyxy=(869,2550,1097,2568)
notice-publish-dates: Dates Pub: Feb. 14, 21, 28, March 07, 2015 xyxy=(6,1768,169,1780)
notice-publish-dates: Dates Pub: Feb. 14, 21, 28, March 07, 2015 xyxy=(233,1259,396,1271)
notice-body: The following person(s) is (are) doing business as: REAFLOORING AND TILE, 1015 LEAGUE AVE., LA PUENTE, CA 91744. Full name of registrant(s) is (are) EDGAR A. RAMIREZ, 1015 LEAGUE AVE., LA PUENTE, CA 91744. This Business is conducted by: AN INDIVIDUAL. Signed: EDGAR A. RAMIREZ. This statement was filed with the County Clerk of Los Angeles County on 02/11/2015. xyxy=(1142,1027,1361,1115)
notice-file-number: File No. 2015-035684 xyxy=(6,1798,89,1809)
notice-file-number: File No. 2015-035889 xyxy=(233,1288,317,1300)
notice-body: The following person(s) is (are) doing business as: RASH BED, 5602 BURTON AVE. UNIT B, SAN GABRIEL, CA 91776. Full name of registrant(s) is (are) JOSEPH NGUYEN, 5602 BURTON AVE. UNIT B, SAN GABRIEL, CA 91776. This Business is conducted by: AN INDIVIDUAL. Signed: JOSEPH NGUYEN. This statement was filed with the County Clerk of Los Angeles County on 02/10/2015. xyxy=(1142,523,1361,612)
notice-heading: FICTITIOUS BUSINESS NAME STATEMENT xyxy=(233,105,417,116)
notice-body: The following person(s) is (are) doing business as: MANGO WALLPO, 1203 PENN ST. #500, WHITTIER, CA 90602. Full name of registrant(s) is (are) KELLION GROUP, LLC, 1203 PENN ST. #500, WHITTIER, CA 90602. This Business is conducted by: A LIMITED LIABILITY COMPANY. Signed: KELLIE CHAN. This statement was filed with the County Clerk of Los Angeles County on 02/09/2015. xyxy=(915,278,1134,366)
notice-heading: FICTITIOUS BUSINESS NAME STATEMENT xyxy=(233,891,417,903)
footer-paper-name: Mountain Views News xyxy=(10,2552,167,2568)
notice-file-number: File No. 2015-037436 xyxy=(687,887,771,899)
legal-notice xyxy=(460,568,680,689)
notice-heading: FICTITIOUS BUSINESS NAME STATEMENT xyxy=(6,594,189,606)
legal-notice xyxy=(6,1290,225,1456)
notice-file-number: File No. 2015-037193 xyxy=(6,1646,89,1658)
legal-notice xyxy=(1142,384,1361,495)
legal-notice xyxy=(6,1635,225,1779)
notice-file-number: File No. 2015-036368 xyxy=(460,278,544,289)
footer-website[interactable]: Website: www.mtnviewsnews.com xyxy=(1108,2550,1330,2568)
notice-publish-dates: Dates Pub: Feb. 14, 21, 28, March 07, 2015 xyxy=(687,975,850,987)
legal-notice xyxy=(687,105,907,248)
notice-publish-dates: Dates Pub: Feb. 14, 21, 28, March 07, 2015 xyxy=(460,1086,623,1098)
notice-heading: FICTITIOUS BUSINESS NAME STATEMENT xyxy=(233,450,417,462)
legal-notice xyxy=(460,975,680,1097)
notice-body: The following person(s) is (are) doing business as: RASPADOSPRINCES, 5852 E. BEVERLY BLVD., HUNTINGTON PARK, CA 90255. Full name of registrant(s) is (are) NORAH RUELAS, 9037 LEMORAN AVE., DOWNEY, CA 90240. This Business is conducted by: A MARRIED COUPLE. Signed: NORAH RUELAS. xyxy=(1142,920,1361,987)
notice-heading: FICTITIOUS BUSINESS NAME STATEMENT xyxy=(915,641,1098,652)
notice-file-number: File No. 2015-035298 xyxy=(687,770,771,781)
legal-notice xyxy=(6,594,225,838)
notice-publish-dates: Dates Pub: Feb. 14, 21, 28, March 07, 2015 xyxy=(1142,751,1305,763)
notice-heading: FICTITIOUS BUSINESS NAME STATEMENT xyxy=(460,975,644,987)
notice-file-number: File No. 2015-037144 xyxy=(687,1144,771,1156)
notice-file-number: File No. 2015-037344 xyxy=(915,1155,998,1167)
notice-file-number: File No. 2015-036457 xyxy=(460,1233,544,1244)
legal-notice xyxy=(6,1463,225,1629)
notice-body: The following person(s) is (are) doing business as: DEROUFEL'S, 11671 ATLANTIC AVE., LYNWOOD, CA 90262. Full name of registrant(s) is (are) EFREN MARTINEZ, 11671 ATLANTIC AVE., LYNWOOD, CA 90262. This Business is conducted by: AN INDIVIDUAL. Signed: EFREN MARTINEZ. This statement was filed with the County Clerk of Los Angeles County on 02/10/2015. The registrant(s) has (have) commenced to transact business under the fictitious business name or names listed above on N/A. xyxy=(233,763,452,874)
legal-notice xyxy=(460,105,680,260)
notice-body: The following person(s) is (are) doing business as: PRIMOS, 346 W. 92nd ST., L.A., CA 90003. Full name of registrant(s) is (are) J. R. GUTIERREZ ARZATE, 346 W. 92nd ST., L.A., CA 90003. This Business is conducted by: AN INDIVIDUAL. Signed: J. R. GUTIERREZ ARZATE. This statement was filed with the County Clerk of Los Angeles County on 02/10/2015. xyxy=(1142,406,1361,483)
notice-file-number: File No. 2015-037632 xyxy=(460,1115,544,1127)
notice-heading: FICTITIOUS BUSINESS NAME STATEMENT xyxy=(233,741,417,752)
notice-heading: FICTITIOUS BUSINESS NAME STATEMENT xyxy=(460,568,644,579)
notice-body: The following person(s) is (are) doing business as: J'S CLEANING SERVICE, 3104 VIRGINIA ST., LYNWOOD, CA 90262. Full name of registrant(s) is (are) JOSE DE JESUS PEREZ GOMEZ, 3104 VIRGINIA ST., LYNWOOD, CA 90262. This Business is conducted by: AN INDIVIDUAL. Signed: JOSE DE JESUS PEREZ GOMEZ. This statement was filed with the County Clerk of Los Angeles County on 02/10/2015. xyxy=(687,278,907,366)
legal-notice xyxy=(6,844,225,1033)
footer-bar xyxy=(0,2543,1367,2576)
notice-heading: FICTITIOUS BUSINESS NAME STATEMENT xyxy=(687,993,871,1005)
